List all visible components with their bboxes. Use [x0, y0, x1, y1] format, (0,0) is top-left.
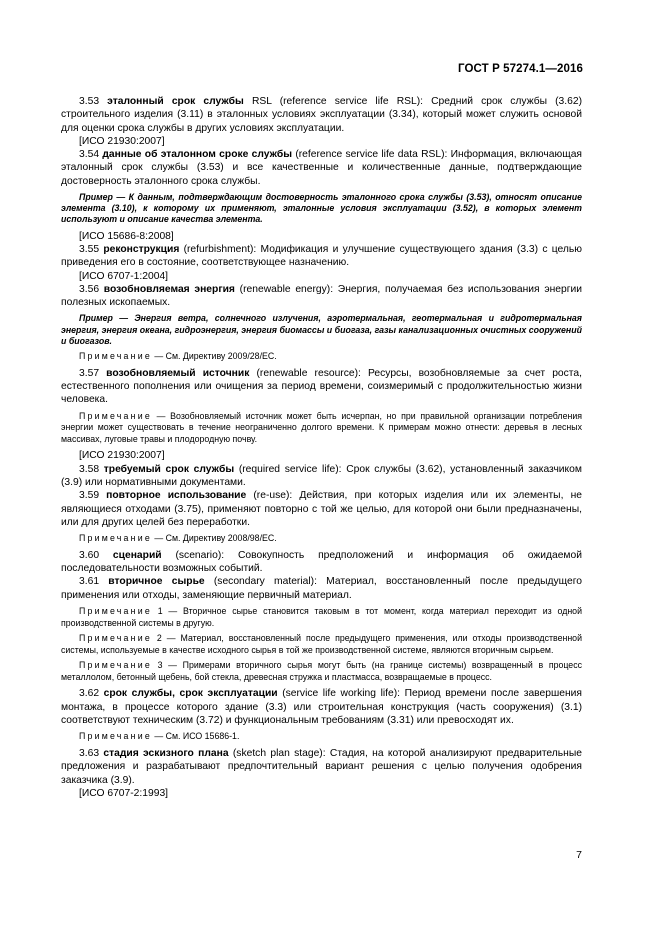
- entry-3-57: [61, 367, 582, 407]
- entry-number: 3.57: [79, 367, 100, 379]
- note-label: Примечание: [79, 533, 152, 544]
- note-text: [61, 411, 582, 446]
- note-label: Примечание: [79, 660, 152, 671]
- note-label: Примечание: [79, 731, 152, 742]
- entry-definition: (scenario): Совокупность предположений и информация об ожидаемой последовательности возможных событий.: [61, 549, 582, 575]
- entry-3-62: [61, 687, 582, 727]
- entry-term: эталонный срок службы: [107, 96, 244, 107]
- entry-term: вторичное сырье: [108, 576, 205, 588]
- note-label: Примечание: [79, 351, 152, 362]
- entry-number: 3.58: [79, 463, 100, 475]
- note-text: [61, 606, 582, 629]
- entry-term: реконструкция: [103, 243, 180, 255]
- document-body: [61, 95, 582, 800]
- entry-3-63: [61, 747, 582, 787]
- example-text: Пример — Энергия ветра, солнечного излучения, аэротермальная, геотермальная и гидротермальная энергия, энергия океана, гидроэнергия, энергия биомассы и биогаза, газы канализационных очистных сооружений и биогазов.: [61, 313, 582, 346]
- note-body: 2 — Материал, восстановленный после предыдущего применения, или отходы производственной системы, используемые в качестве исходного сырья в той же производственной системе, являются вторичным сырьем.: [61, 633, 582, 655]
- entry-3-54: [61, 148, 582, 188]
- entry-3-55: [61, 243, 582, 270]
- entry-definition: (renewable resource): Ресурсы, возобновляемые за счет роста, естественного пополнения или очищения за период времени, соизмеримый с продолжительностью жизни человека.: [61, 367, 582, 406]
- note-label: Примечание: [79, 633, 152, 644]
- entry-definition: (re-use): Действия, при которых изделия или их элементы, не являющиеся отходами (3.75), применяют повторно с той же целью, для которой они были предназначены, или для других целей без переработки.: [61, 490, 582, 528]
- entry-number: 3.60: [79, 549, 100, 561]
- page-number: 7: [576, 849, 582, 861]
- source-reference: [ИСО 15686-8:2008]: [79, 230, 174, 242]
- entry-3-61: [61, 575, 582, 602]
- note-text: [61, 660, 582, 683]
- entry-term: сценарий: [112, 549, 162, 561]
- entry-term: повторное использование: [106, 490, 247, 502]
- entry-definition: (reference service life data RSL): Информация, включающая эталонный срок службы (3.53) и все качественные и количественные данные, подтверждающие достоверность эталонного срока службы.: [61, 149, 582, 187]
- source-reference: [ИСО 6707-2:1993]: [79, 787, 169, 799]
- entry-term: возобновляемая энергия: [103, 283, 235, 295]
- entry-3-60: [61, 549, 582, 576]
- note-body: — Возобновляемый источник может быть исчерпан, но при правильной организации потребления энергии может существовать в течение неограниченно долгого времени. К примерам можно отнести: деревья в лесных массивах, луговые травы и плодородную почву.: [61, 410, 582, 444]
- note-text: [61, 351, 582, 363]
- entry-number: 3.63: [79, 747, 100, 759]
- note-body: — См. ИСО 15686-1.: [151, 731, 240, 742]
- entry-definition: (refurbishment): Модификация и улучшение существующего здания (3.3) с целью приведения его в состояние, соответствующее назначению.: [61, 243, 582, 269]
- entry-definition: RSL (reference service life RSL): Средний срок службы (3.62) строительного изделия (3.11) в эталонных условиях эксплуатации (3.34), который может служить основой для оценки срока службы в других условиях эксплуатации.: [61, 96, 583, 134]
- note-body: — См. Директиву 2009/28/ЕС.: [151, 351, 277, 362]
- note-body: 1 — Вторичное сырье становится таковым в тот момент, когда материал переходит из одной производственной системы в другую.: [61, 605, 582, 628]
- entry-number: 3.62: [79, 688, 100, 700]
- source-reference: [ИСО 21930:2007]: [79, 135, 165, 147]
- entry-term: стадия эскизного плана: [103, 747, 229, 759]
- source-reference: [ИСО 6707-1:2004]: [79, 270, 169, 282]
- note-body: — См. Директиву 2008/98/ЕС.: [151, 533, 277, 544]
- note-text: [61, 633, 582, 656]
- entry-number: 3.54: [79, 149, 100, 161]
- entry-definition: (service life working life): Период времени после завершения монтажа, в процессе которого здание (3.3) или строительная конструкция (часть сооружения) (3.1) соответствуют техническим (3.72) и функциональным требованиям (3.31) или превосходят их.: [61, 688, 582, 727]
- entry-3-56: [61, 283, 582, 310]
- entry-number: 3.55: [79, 243, 100, 255]
- entry-term: срок службы, срок эксплуатации: [103, 688, 278, 700]
- note-text: [61, 731, 582, 743]
- entry-number: 3.59: [79, 490, 100, 502]
- note-label: Примечание: [79, 410, 152, 421]
- entry-3-59: [61, 489, 582, 529]
- example-text: Пример — К данным, подтверждающим достоверность эталонного срока службы (3.53), относят описание элемента (3.10), к которому их применяют, эталонные условия эксплуатации (3.52), в которых элемент используют и описание качества элемента.: [61, 192, 582, 225]
- entry-3-53: [61, 95, 582, 135]
- entry-term: возобновляемый источник: [106, 367, 250, 379]
- source-reference: [ИСО 21930:2007]: [79, 450, 165, 462]
- entry-definition: (required service life): Срок службы (3.62), установленный заказчиком (3.9) или нормативными документами.: [61, 463, 582, 488]
- entry-number: 3.56: [79, 283, 100, 295]
- entry-definition: (secondary material): Материал, восстановленный после предыдущего применения или отходы, заменяющие первичный материал.: [61, 576, 582, 601]
- standard-header: ГОСТ Р 57274.1—2016: [458, 63, 583, 75]
- entry-definition: (sketch plan stage): Стадия, на которой анализируют предварительные предложения и разрабатывают предпочтительный вариант решения с целью получения одобрения заказчика (3.9).: [61, 747, 582, 786]
- note-body: 3 — Примерами вторичного сырья могут быть (на границе системы) возвращенный в процесс металлолом, бетонный щебень, бой стекла, древесная стружка и пластмасса, возвращаемые в процесс.: [61, 660, 582, 682]
- entry-number: 3.53: [79, 96, 100, 107]
- entry-term: данные об эталонном сроке службы: [102, 149, 293, 161]
- entry-number: 3.61: [79, 576, 100, 588]
- note-text: [61, 533, 582, 545]
- entry-definition: (renewable energy): Энергия, получаемая без использования энергии полезных ископаемых.: [61, 283, 582, 309]
- note-label: Примечание: [79, 605, 152, 616]
- entry-3-58: [61, 463, 582, 490]
- entry-term: требуемый срок службы: [103, 463, 235, 475]
